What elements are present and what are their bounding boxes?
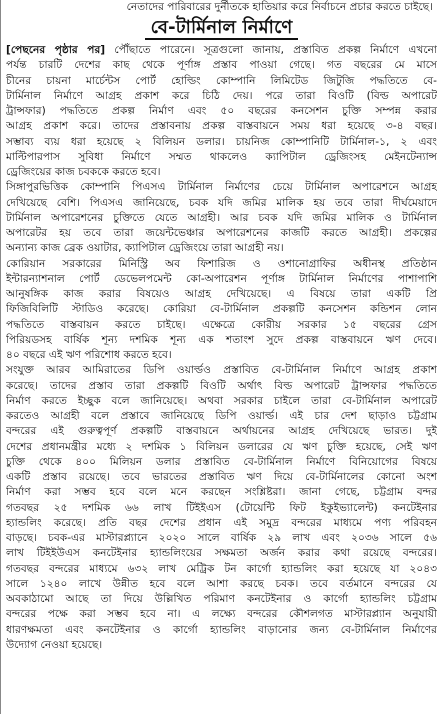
line-text: করেছে। তাদের প্রস্তাব তারা প্রকল্পটি বিওটি অর্থাৎ বিল্ড অপারেট ট্রান্সফার পদ্ধতিতে [6, 379, 437, 392]
text-line [6, 196, 437, 211]
line-text: বন্দরের পক্ষে করা সম্ভব হবে না। এ লক্ষ্যে বন্দরের কৌশলগত মাস্টারপ্ল্যান অনুযায়ী [6, 608, 437, 621]
text-line [6, 211, 437, 226]
line-text: টার্মিনাল নির্মাণে আগ্রহ প্রকাশ করে চিঠি দেয়। পরে তারা বিওটি (বিল্ড অপারেট [6, 89, 437, 102]
line-text: লাখ টিইইউএস কনটেইনার হ্যান্ডলিংয়ের সক্ষমতা অর্জন করার কথা রয়েছে বন্দরের। [6, 547, 437, 560]
line-text: নির্মাণ করা সম্ভব হবে বলে মনে করছেন সংশ্লিষ্টরা। জানা গেছে, চট্টগ্রাম বন্দর [6, 486, 437, 499]
text-line [6, 394, 437, 409]
text-line [6, 272, 437, 287]
line-text: চীনের চায়না মার্চেন্টস পোর্ট হোল্ডিং কোম্পানি লিমিটেড জিটুজি পদ্ধতিতে বে- [6, 74, 437, 87]
line-text: পিরিয়ডসহ বার্ষিক শূন্য দশমিক শূন্য এক শতাংশ সুদে প্রকল্প বাস্তবায়নে ঋণ দেবে। [6, 333, 437, 346]
text-line [6, 363, 437, 378]
line-text: উদ্যোগ নেওয়া হয়েছে। [6, 638, 103, 651]
line-text: ধারণক্ষমতা এবং কনটেইনার ও কার্গো হ্যান্ডলিং বাড়ানোর জন্য বে-টার্মিনাল নির্মাণের [6, 623, 437, 636]
line-text: বন্দরের এই গুরুত্বপূর্ণ প্রকল্পটি বাস্তবায়নে অর্থায়নের আগ্রহ দেখিয়েছে ভারত। দুই [6, 425, 437, 438]
line-text: একটি প্রস্তাব রয়েছে। তবে ভারতের প্রস্তাবিত ঋণ দিয়ে বে-টার্মিনালের কোনো অংশ [6, 471, 437, 483]
text-line [6, 638, 437, 653]
line-text: অন্যান্য কাজ ব্রেক ওয়াটার, ক্যাপিটাল ড্রেজিংয়ে তারা আগ্রহী নয়। [6, 242, 284, 255]
line-text: ট্রান্সফার) পদ্ধতিতে প্রকল্প নির্মাণ এবং ৫০ বছরের কনসেশন চুক্তি সম্পন্ন করার [6, 105, 437, 117]
text-line [6, 607, 437, 622]
preceding-story-last-line: নেতাদের পারিবারের দুর্নীতকে হাতিয়ার করে নির্বাচনে প্রচার করতে চাইছে। [126, 1, 433, 13]
headline-container [6, 16, 437, 39]
line-text: সিঙ্গাপুরভিত্তিক কোম্পানি পিএসএ টার্মিনাল নির্মাণের চেয়ে টার্মিনাল অপারেশনে আগ্রহ [6, 181, 437, 194]
text-line [6, 165, 437, 180]
line-text: বাড়ছে। চবক-এর মাস্টারপ্ল্যানে ২০২০ সালে বার্ষিক ২৯ লাখ এবং ২০৩৬ সালে ৫৬ [6, 532, 437, 544]
text-line [6, 501, 437, 516]
text-line [6, 318, 437, 333]
line-text: দেখিয়েছে বেশি। পিএসএ জানিয়েছে, চবক যদি জমির মালিক হয় তবে তারা দীর্ঘমেয়াদে [6, 196, 437, 209]
text-line [6, 302, 437, 317]
line-text: অপারেটর হয় তবে তারা জয়েন্টভেঞ্চার অপারেশনের কাজটি করতে আগ্রহী। প্রকল্পের [6, 227, 437, 239]
line-text: নির্মাণ করতে ইচ্ছুক বলে জানিয়েছে। অথবা সরকার চাইলে তারা বে-টার্মিনাল অপারেট [6, 394, 437, 407]
article-paragraph [6, 257, 437, 364]
article-paragraph [6, 43, 437, 180]
text-line [6, 348, 437, 363]
text-line [6, 623, 437, 638]
text-line [6, 135, 437, 150]
text-line [6, 379, 437, 394]
text-line [6, 74, 437, 89]
text-line [6, 104, 437, 119]
text-line [6, 470, 437, 485]
text-line [6, 180, 437, 195]
line-text: কোরিয়ান সরকারের মিনিস্ট্রি অব ফিশারিজ ও ওশানোগ্রাফির অধীনস্থ প্রতিষ্ঠান [6, 257, 437, 270]
line-text: অবকাঠামো আছে তা দিয়ে উল্লিখিত পরিমাণ কনটেইনার ও কার্গো হ্যান্ডলিং চট্টগ্রাম [6, 593, 437, 605]
article-headline: বে-টার্মিনাল নির্মাণে [145, 18, 299, 40]
text-line [6, 516, 437, 531]
text-line [6, 287, 437, 302]
article-body [6, 43, 437, 653]
article-paragraph [6, 180, 437, 256]
line-text: দেশের প্রধানমন্ত্রীর মধ্যে ২ দশমিক ১ বিলিয়ন ডলারের যে ঋণ চুক্তি হয়েছে, সেই ঋণ [6, 440, 437, 453]
text-line [6, 257, 437, 272]
line-text: চুক্তি থেকে ৪০০ মিলিয়ন ডলার প্রস্তাবিত বে-টার্মিনাল নির্মাণে বিনিয়োগের বিষয়ে [6, 455, 437, 468]
text-line [6, 485, 437, 500]
line-text: গতবছর বন্দরের মাধ্যমে ৬৩২ লাখ মেট্রিক টন কার্গো হ্যান্ডলিং করা হয়েছে যা ২০৪৩ [6, 562, 437, 575]
article-paragraph [6, 363, 437, 653]
text-line [6, 577, 437, 592]
line-text: পদ্ধতিতে বাস্তবায়ন করতে চাইছে। এক্ষেত্রে কোরীয় সরকার ১৫ বছরের গ্রেস [6, 318, 437, 331]
line-text: পৌঁছাতে পারেনে। সূত্রগুলো জানায়, প্রস্তাবিত প্রকল্প নির্মাণে এখনো [114, 44, 437, 56]
line-text: গতবছর ২৫ দশমিক ৬৬ লাখ টিইইএস (টোয়েন্টি ফিট ইকুইভ্যালেন্ট) কনটেইনার [6, 501, 437, 514]
text-line [6, 226, 437, 241]
line-text: সংযুক্ত আরব আমিরাতের ডিপি ওয়ার্ল্ডও প্রস্তাবিত বে-টার্মিনাল নির্মাণে আগ্রহ প্রকাশ [6, 364, 437, 377]
text-line [6, 89, 437, 104]
text-line [6, 440, 437, 455]
line-text: ড্রেজিংয়ের কাজ চবককে করতে হবে। [6, 166, 161, 178]
line-text: মাল্টিপারপাস সুবিধা নির্মাণে সম্মত থাকলেও ক্যাপিটাল ড্রেজিংসহ মেইনটেন্যান্স [6, 150, 437, 163]
text-line [6, 333, 437, 348]
line-text: টার্মিনাল অপারেশনের চুক্তিতে যেতে আগ্রহী। আর চবক যদি জমির মালিক ও টার্মিনাল [6, 211, 437, 224]
continuation-tag: [পেছনের পৃষ্ঠার পর] [6, 44, 106, 56]
text-line [6, 409, 437, 424]
line-text: ইন্টারন্যাশনাল পোর্ট ডেভেলপমেন্ট কো-অপারেশন পূর্ণাঙ্গ টার্মিনাল নির্মাণের পাশাপাশি [6, 272, 437, 285]
text-line [6, 424, 437, 439]
text-line [6, 150, 437, 165]
line-text: ৪০ বছরে এই ঋণ পরিশোধ করতে হবে। [6, 349, 172, 361]
text-line [6, 455, 437, 470]
text-line [6, 58, 437, 73]
line-text: করতেও আগ্রহী বলে প্রস্তাবে জানিয়েছে ডিপি ওয়ার্ল্ড। এই চার দেশ ছাড়াও চট্টগ্রাম [6, 410, 437, 422]
line-text: সালে ১২৪০ লাখে উন্নীত হবে বলে আশা করছে চবক। তবে বর্তমানে বন্দরের যে [6, 577, 437, 590]
line-text: হ্যান্ডলিং করেছে। প্রতি বছর দেশের প্রধান এই সমুদ্র বন্দরের মাধ্যমে পণ্য পরিবহন [6, 516, 437, 529]
text-line [6, 119, 437, 134]
text-line [6, 241, 437, 256]
line-text: আগ্রহ প্রকাশ করে। তাদের প্রস্তাবনায় প্রকল্প বাস্তবায়নে সময় ধরা হয়েছে ৩-৪ বছর। [6, 120, 437, 133]
text-line [6, 592, 437, 607]
line-text: আনুষঙ্গিক কাজ করার বিষয়েও আগ্রহ দেখিয়েছে। এ বিষয়ে তারা একটি প্রি [6, 288, 437, 300]
text-line [6, 562, 437, 577]
text-line [6, 546, 437, 561]
text-line [6, 531, 437, 546]
text-line [6, 43, 437, 58]
line-text: সম্ভাব্য ব্যয় ধরা হয়েছে ২ বিলিয়ন ডলার। চায়নিজ কোম্পানিটি টার্মিনাল-১, ২ এবং [6, 135, 437, 148]
line-text: ফিজিবিলিটি স্টাডিও করেছে। কোরিয়া বে-টার্মিনাল প্রকল্পটি কনসেশন কন্ডিশন লোন [6, 303, 437, 316]
line-text: পর্যন্ত চারটি দেশের কাছ থেকে পূর্ণাঙ্গ প্রস্তাব পাওয়া গেছে। গত বছরের মে মাসে [6, 59, 437, 72]
